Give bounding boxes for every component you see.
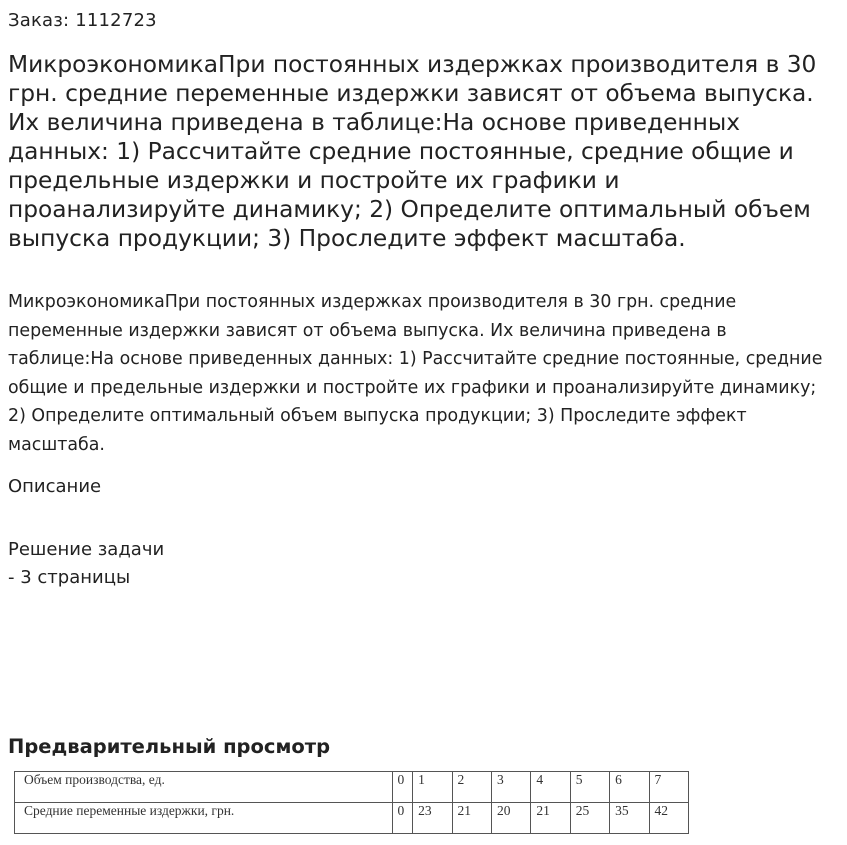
table-row [15, 803, 689, 834]
order-number: Заказ: 1112723 [8, 10, 157, 31]
table-cell: 4 [531, 772, 570, 803]
task-description: МикроэкономикаПри постоянных издержках производителя в 30 грн. средние переменные издержки зависят от объема выпуска. Их величина приведена в таблице:На основе приведенных данных: 1) Рассчитайте средние постоянные, средние общие и предельные издержки и постройте их графики и проанализируйте динамику; 2) Определите оптимальный объем выпуска продукции; 3) Проследите эффект масштаба. [8, 292, 823, 455]
table-cell: 6 [610, 772, 649, 803]
table-row-label: Средние переменные издержки, грн. [15, 803, 393, 834]
page-title: МикроэкономикаПри постоянных издержках производителя в 30 грн. средние переменные издержки зависят от объема выпуска. Их величина приведена в таблице:На основе приведенных данных: 1) Рассчитайте средние постоянные, средние общие и предельные издержки и постройте их графики и проанализируйте динамику; 2) Определите оптимальный объем выпуска продукции; 3) Проследите эффект масштаба. [8, 51, 817, 252]
table-cell: 0 [393, 803, 413, 834]
preview-image [14, 771, 689, 834]
preview-table [14, 771, 689, 834]
table-cell: 5 [570, 772, 609, 803]
table-cell: 21 [452, 803, 491, 834]
table-cell: 7 [649, 772, 689, 803]
table-cell: 23 [413, 803, 452, 834]
table-cell: 1 [413, 772, 452, 803]
pages-count: - 3 страницы [8, 567, 131, 588]
table-cell: 35 [610, 803, 649, 834]
table-cell: 20 [491, 803, 530, 834]
preview-heading: Предварительный просмотр [8, 735, 331, 758]
table-cell: 42 [649, 803, 689, 834]
table-cell: 3 [491, 772, 530, 803]
table-row-label: Объем производства, ед. [15, 772, 393, 803]
table-row [15, 772, 689, 803]
solution-label: Решение задачи [8, 539, 165, 560]
table-cell: 21 [531, 803, 570, 834]
table-cell: 0 [393, 772, 413, 803]
table-cell: 2 [452, 772, 491, 803]
description-heading: Описание [8, 476, 102, 497]
table-cell: 25 [570, 803, 609, 834]
